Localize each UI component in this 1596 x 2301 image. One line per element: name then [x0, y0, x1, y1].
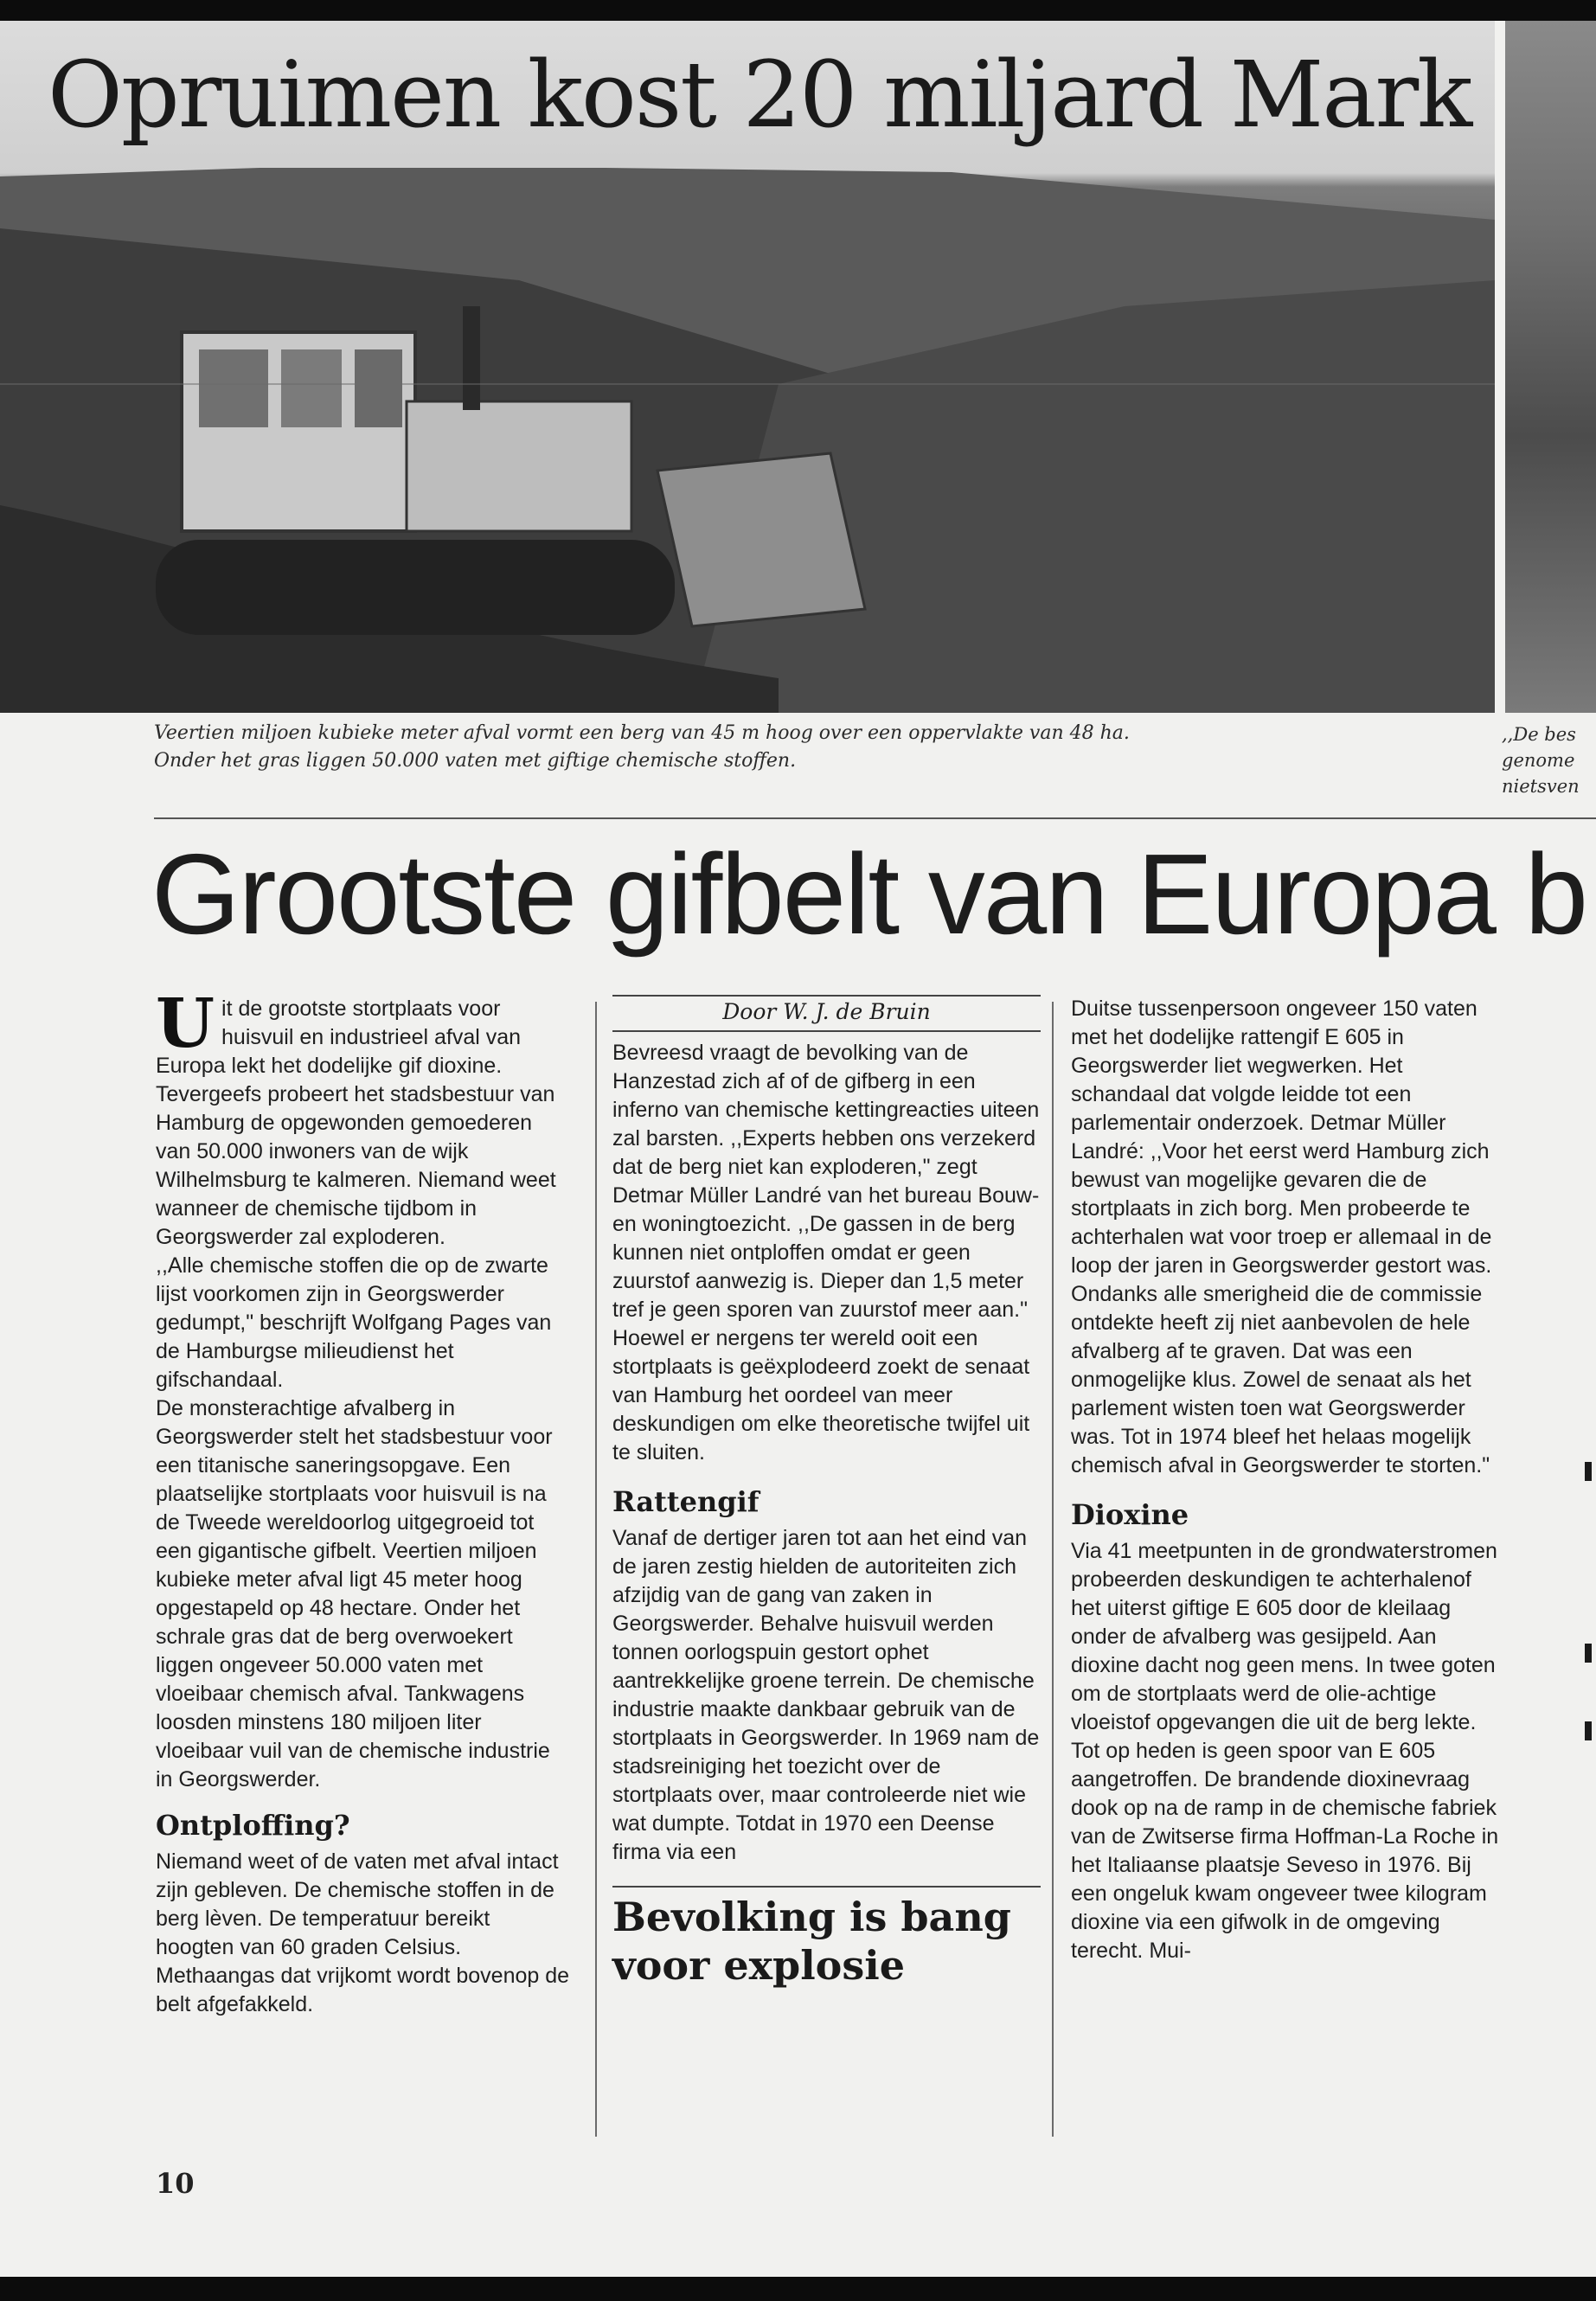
- column-divider: [1052, 1002, 1054, 2137]
- adjacent-caption-line: ,,De bes: [1502, 724, 1576, 745]
- column-divider: [595, 1002, 597, 2137]
- article-column-3: [1071, 995, 1499, 1965]
- margin-mark: [1585, 1462, 1592, 1481]
- article-paragraph: De monsterachtige afvalberg in Georgswerder stelt het stadsbestuur voor een titanische saneringsopgave. Een plaatselijke stortplaats voor huisvuil is na de Tweede wereldoorlog uitgegroeid tot een gigantische gifbelt. Veertien miljoen kubieke meter afval ligt 45 meter hoog opgestapeld op 48 hectare. Onder het schrale gras dat de berg overwoekert liggen ongeveer 50.000 vaten met vloeibaar chemisch afval. Tankwagens loosden minstens 180 miljoen liter vloeibaar vuil van de chemische industrie in Georgswerder.: [156, 1396, 553, 1791]
- main-headline: Grootste gifbelt van Europa b: [151, 830, 1587, 958]
- subhead-rattengif: Rattengif: [612, 1485, 760, 1518]
- subhead-ontploffing: Ontploffing?: [156, 1809, 350, 1842]
- headline-divider: [154, 817, 1596, 819]
- margin-mark: [1585, 1644, 1592, 1663]
- adjacent-page-photo: [1505, 21, 1596, 713]
- article-column-2: [612, 995, 1041, 1990]
- box-title-line: voor explosie: [612, 1942, 905, 1989]
- byline: Door W. J. de Bruin: [722, 999, 931, 1024]
- box-title-line: Bevolking is bang: [612, 1894, 1011, 1940]
- dropcap: U: [156, 984, 215, 1063]
- article-paragraph: Duitse tussenpersoon ongeveer 150 vaten met het dodelijke rattengif E 605 in Georgswerder liet wegwerken. Het schandaal dat volgde leidde tot een parlementair onderzoek. Detmar Müller Landré: ,,Voor het eerst werd Hamburg zich bewust van mogelijke gevaren die de stortplaats in zich borg. Men probeerde te achterhalen wat voor troep er allemaal in de loop der jaren in Georgswerder gestort was. Ondanks alle smerigheid die de commissie ontdekte heeft zij niet aanbevolen de hele afvalberg af te graven. Dat was een onmogelijke klus. Zowel de senaat als het parlement wisten toen wat Georgswerder was. Tot in 1974 bleef het helaas mogelijk chemisch afval in Georgswerder te storten.": [1071, 997, 1492, 1477]
- article-column-1: [156, 984, 571, 2019]
- article-paragraph: ,,Alle chemische stoffen die op de zwarte lijst voorkomen zijn in Georgswerder gedumpt," beschrijft Wolfgang Pages van de Hamburgse milieudienst het gifschandaal.: [156, 1253, 552, 1392]
- photo-caption-line: Onder het gras liggen 50.000 vaten met giftige chemische stoffen.: [154, 750, 797, 772]
- adjacent-caption-line: nietsven: [1502, 776, 1580, 797]
- article-paragraph: Niemand weet of de vaten met afval intact zijn gebleven. De chemische stoffen in de berg lèven. De temperatuur bereikt hoogten van 60 graden Celsius. Methaangas dat vrijkomt wordt bovenop de belt afgefakkeld.: [156, 1849, 570, 2016]
- page-number: 10: [156, 2167, 195, 2200]
- top-headline: Opruimen kost 20 miljard Mark: [48, 42, 1471, 148]
- article-paragraph: Via 41 meetpunten in de grondwaterstromen probeerden deskundigen te achterhalenof het uiterst giftige E 605 door de kleilaag onder de afvalberg was gesijpeld. Aan dioxine dacht nog geen mens. In twee goten om de stortplaats werd de olie-achtige vloeistof opgevangen die uit de berg lekte. Tot op heden is geen spoor van E 605 aangetroffen. De brandende dioxinevraag dook op na de ramp in de chemische fabriek van de Zwitserse firma Hoffman-La Roche in het Italiaanse plaatsje Seveso in 1976. Bij een ongeluk kwam ongeveer twee kilogram dioxine via een gifwolk in de omgeving terecht. Mui-: [1071, 1539, 1499, 1963]
- margin-mark: [1585, 1721, 1592, 1740]
- adjacent-page-caption: [1502, 721, 1596, 799]
- page-top-edge: [0, 0, 1596, 21]
- photo-caption: [154, 720, 1296, 775]
- article-paragraph: Bevreesd vraagt de bevolking van de Hanzestad zich af of de gifberg in een inferno van chemische kettingreacties uiteen zal barsten. ,,Experts hebben ons verzekerd dat de berg niet kan exploderen," zegt Detmar Müller Landré van het bureau Bouw- en woningtoezicht. ,,De gassen in de berg kunnen niet ontploffen omdat er geen zuurstof aanwezig is. Dieper dan 1,5 meter tref je geen sporen van zuurstof meer aan." Hoewel er nergens ter wereld ooit een stortplaats is geëxplodeerd zoekt de senaat van Hamburg het oordeel van meer deskundigen om elke theoretische twijfel uit te sluiten.: [612, 1041, 1040, 1465]
- byline-box: [612, 995, 1041, 1032]
- box-title: [612, 1893, 1041, 1990]
- box-title-rule: [612, 1886, 1041, 1888]
- photo-caption-line: Veertien miljoen kubieke meter afval vormt een berg van 45 m hoog over een oppervlakte van 48 ha.: [154, 722, 1130, 744]
- intro-paragraph: [156, 984, 571, 1252]
- page-bottom-edge: [0, 2277, 1596, 2301]
- intro-text: it de grootste stortplaats voor huisvuil en industrieel afval van Europa lekt het dodelijke gif dioxine. Tevergeefs probeert het stadsbestuur van Hamburg de opgewonden gemoederen van 50.000 inwoners van de wijk Wilhelmsburg te kalmeren. Niemand weet wanneer de chemische tijdbom in Georgswerder zal exploderen.: [156, 997, 556, 1249]
- adjacent-caption-line: genome: [1502, 750, 1575, 771]
- article-paragraph: Vanaf de dertiger jaren tot aan het eind van de jaren zestig hielden de autoriteiten zich afzijdig van de gang van zaken in Georgswerder. Behalve huisvuil werden tonnen oorlogspuin gestort ophet aantrekkelijke groene terrein. De chemische industrie maakte dankbaar gebruik van de stortplaats in Georgswerder. In 1969 nam de stadsreiniging het toezicht over de stortplaats over, maar controleerde niet wie wat dumpte. Totdat in 1970 een Deense firma via een: [612, 1526, 1040, 1864]
- subhead-dioxine: Dioxine: [1071, 1498, 1189, 1531]
